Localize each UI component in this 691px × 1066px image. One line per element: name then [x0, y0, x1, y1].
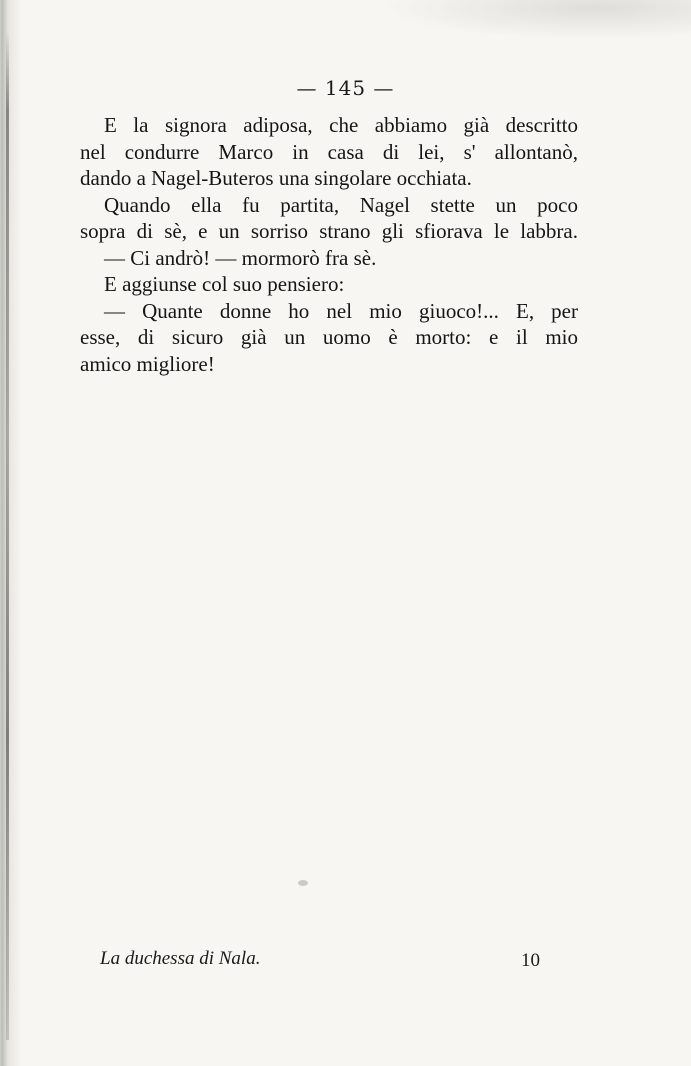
body-text — [80, 112, 578, 377]
footer-book-title: La duchessa di Nala. — [100, 948, 261, 969]
text-line: esse, di sicuro già un uomo è morto: e il mio — [80, 325, 578, 349]
text-line: — Quante donne ho nel mio giuoco!... E, per — [104, 298, 578, 323]
text-line: E la signora adiposa, che abbiamo già descritto — [104, 113, 578, 137]
text-line: dando a Nagel-Buteros una singolare occhiata. — [80, 166, 472, 190]
text-line: sopra di sè, e un sorriso strano gli sfiorava le labbra. — [80, 219, 578, 243]
text-line: Quando ella fu partita, Nagel stette un poco — [104, 192, 578, 217]
paper-stain — [380, 0, 691, 40]
footer-signature-mark: 10 — [521, 950, 540, 971]
text-line: E aggiunse col suo pensiero: — [104, 272, 345, 296]
text-line: amico migliore! — [80, 351, 215, 376]
ink-smudge — [298, 880, 308, 886]
text-line: — Ci andrò! — mormorò fra sè. — [104, 245, 377, 270]
text-line: nel condurre Marco in casa di lei, s' allontanò, — [80, 139, 578, 164]
page-number-header: — 145 — — [296, 76, 395, 100]
page-binding-shadow — [6, 30, 9, 1040]
page-binding-edge — [0, 0, 22, 1066]
